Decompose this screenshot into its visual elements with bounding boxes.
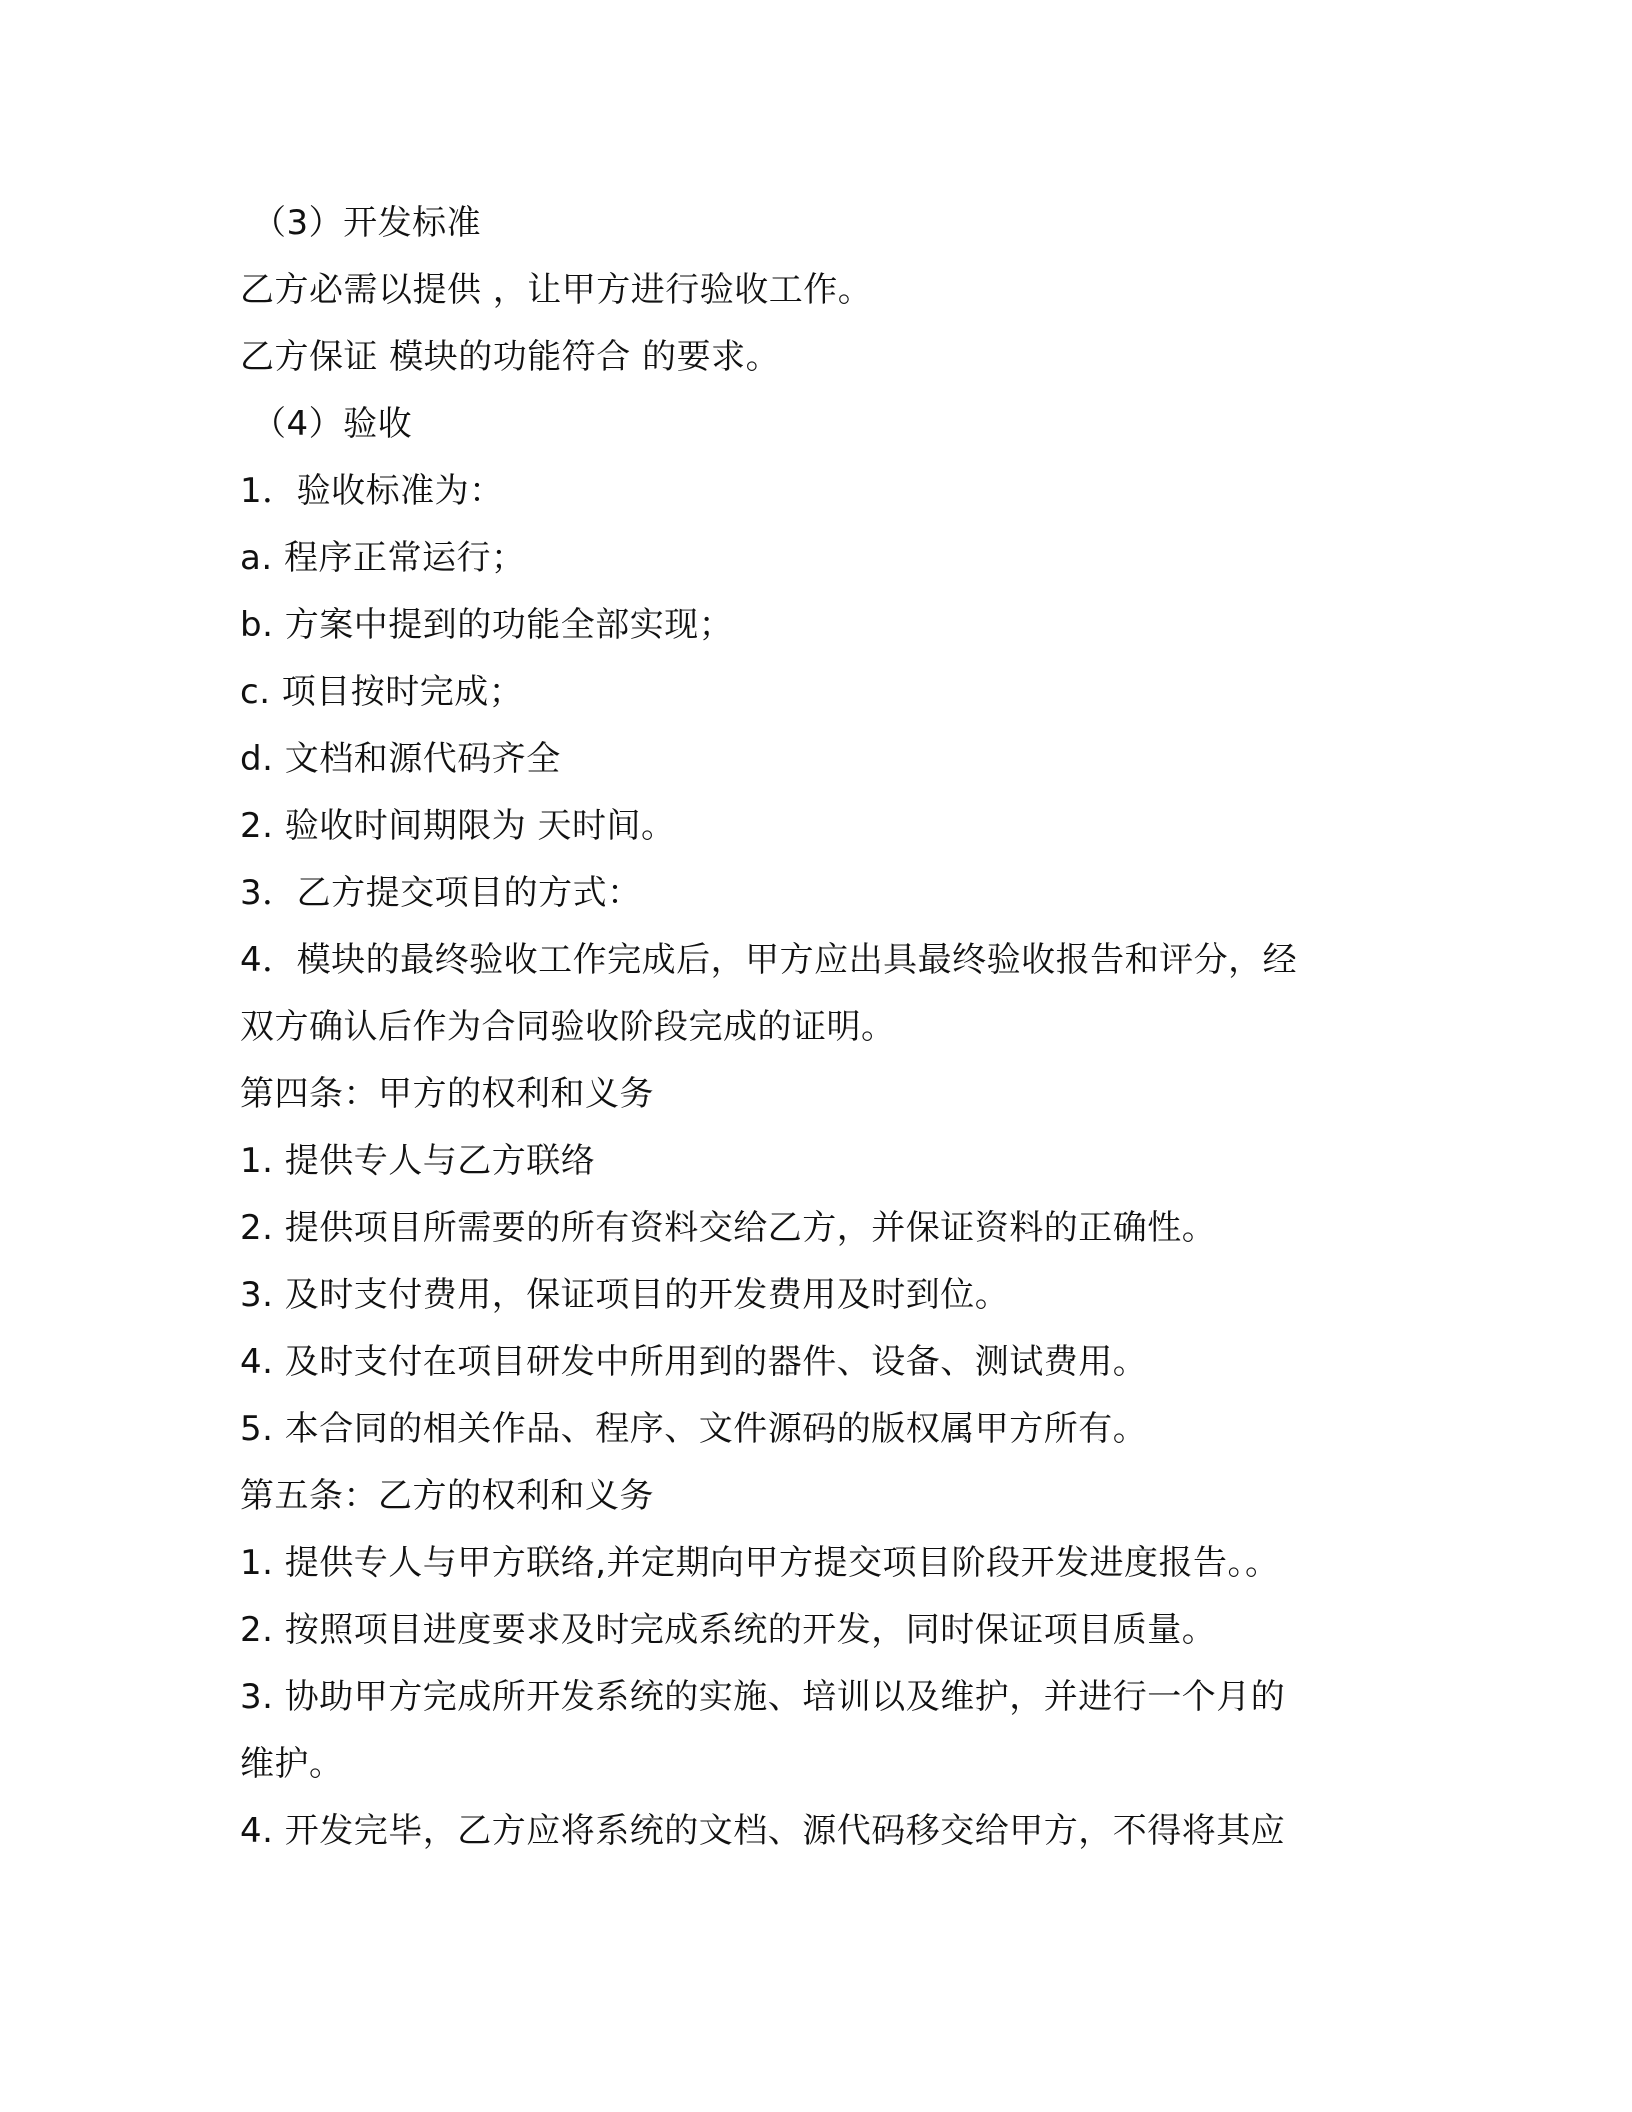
list-item: 3. 协助甲方完成所开发系统的实施、培训以及维护，并进行一个月的 xyxy=(240,1677,1286,1717)
list-item: 1．验收标准为： xyxy=(240,471,504,511)
paragraph-line: 双方确认后作为合同验收阶段完成的证明。 xyxy=(240,1007,896,1047)
list-item: 2. 提供项目所需要的所有资料交给乙方，并保证资料的正确性。 xyxy=(240,1208,1217,1248)
list-item: 4. 开发完毕，乙方应将系统的文档、源代码移交给甲方，不得将其应 xyxy=(240,1811,1286,1851)
article-heading-party-a: 第四条：甲方的权利和义务 xyxy=(240,1074,654,1114)
list-item: 4．模块的最终验收工作完成后，甲方应出具最终验收报告和评分，经 xyxy=(240,940,1298,980)
list-item: 2. 验收时间期限为 天时间。 xyxy=(240,806,676,846)
document-body xyxy=(240,190,1400,1865)
list-item: a. 程序正常运行； xyxy=(240,538,526,578)
list-item: b. 方案中提到的功能全部实现； xyxy=(240,605,734,645)
list-item: c. 项目按时完成； xyxy=(240,672,524,712)
list-item: 3. 及时支付费用，保证项目的开发费用及时到位。 xyxy=(240,1275,1010,1315)
list-item: 3．乙方提交项目的方式： xyxy=(240,873,642,913)
list-item: 1. 提供专人与甲方联络,并定期向甲方提交项目阶段开发进度报告。。 xyxy=(240,1543,1280,1583)
paragraph-line: 乙方必需以提供 ，让甲方进行验收工作。 xyxy=(240,270,873,310)
article-heading-party-b: 第五条：乙方的权利和义务 xyxy=(240,1476,654,1516)
list-item: d. 文档和源代码齐全 xyxy=(240,739,561,779)
list-item: 4. 及时支付在项目研发中所用到的器件、设备、测试费用。 xyxy=(240,1342,1148,1382)
paragraph-line: 乙方保证 模块的功能符合 的要求。 xyxy=(240,337,781,377)
list-item: 5. 本合同的相关作品、程序、文件源码的版权属甲方所有。 xyxy=(240,1409,1148,1449)
list-item: 1. 提供专人与乙方联络 xyxy=(240,1141,596,1181)
list-item: 2. 按照项目进度要求及时完成系统的开发，同时保证项目质量。 xyxy=(240,1610,1217,1650)
section-heading-acceptance: （4）验收 xyxy=(252,404,413,444)
paragraph-line: 维护。 xyxy=(240,1744,344,1784)
section-heading-dev-standard: （3）开发标准 xyxy=(252,203,482,243)
